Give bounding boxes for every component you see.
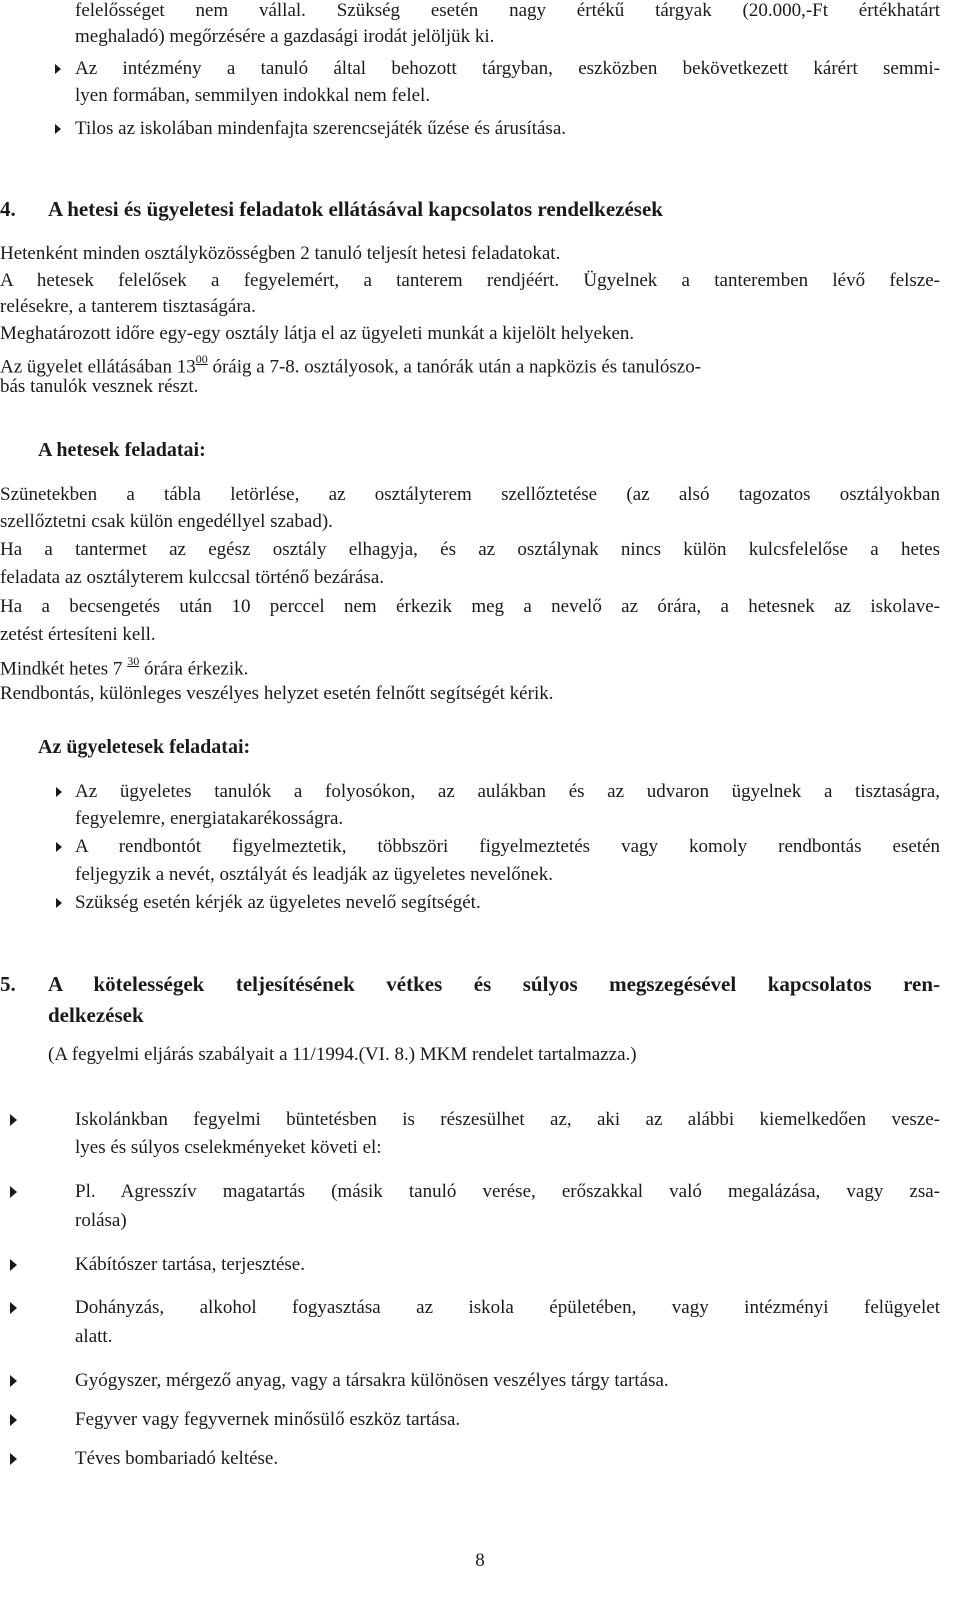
text-fragment: órára érkezik. — [139, 658, 249, 680]
bullet-arrow-icon — [10, 1453, 17, 1465]
list-item: Kábítószer tartása, terjesztése. — [75, 1254, 305, 1275]
superscript-time: 00 — [195, 352, 208, 366]
paragraph-line: zetést értesíteni kell. — [0, 624, 156, 645]
paragraph-line: Ha a becsengetés után 10 perccel nem érkezik meg a nevelő az órára, a hetesnek az iskolave- — [0, 596, 940, 617]
paragraph-line: meghaladó) megőrzésére a gazdasági irodát jelöljük ki. — [75, 26, 495, 47]
paragraph-line: A hetesek felelősek a fegyelemért, a tanterem rendjéért. Ügyelnek a tanteremben lévő felsze- — [0, 270, 940, 291]
list-item: Az intézmény a tanuló által behozott tárgyban, eszközben bekövetkezett kárért semmi- — [75, 58, 940, 79]
bullet-arrow-icon — [10, 1302, 17, 1314]
list-item: Pl. Agresszív magatartás (másik tanuló verése, erőszakkal való megalázása, vagy zsa- — [75, 1181, 940, 1202]
paragraph-line: feladata az osztályterem kulccsal történő bezárása. — [0, 567, 385, 588]
text-fragment: óráig a 7-8. osztályosok, a tanórák után a napközis és tanulószo- — [207, 356, 702, 378]
paragraph-line: Meghatározott időre egy-egy osztály látja el az ügyeleti munkát a kijelölt helyeken. — [0, 323, 635, 344]
list-item-continuation: fegyelemre, energiatakarékosságra. — [75, 808, 344, 829]
text-fragment: Mindkét hetes 7 — [0, 658, 128, 680]
bullet-arrow-icon — [56, 898, 62, 908]
paragraph-line: szellőztetni csak külön engedéllyel szabad). — [0, 511, 333, 532]
section-title: A hetesi és ügyeletesi feladatok ellátásával kapcsolatos rendelkezések — [48, 197, 663, 221]
list-item-continuation: lyen formában, semmilyen indokkal nem felel. — [75, 85, 431, 106]
list-item: Az ügyeletes tanulók a folyosókon, az aulákban és az udvaron ügyelnek a tisztaságra, — [75, 781, 940, 802]
bullet-arrow-icon — [56, 787, 62, 797]
subsection-heading: Az ügyeletesek feladatai: — [38, 736, 251, 758]
legal-note: (A fegyelmi eljárás szabályait a 11/1994.(VI. 8.) MKM rendelet tartalmazza.) — [48, 1044, 637, 1065]
paragraph-line: Hetenként minden osztályközösségben 2 tanuló teljesít hetesi feladatokat. — [0, 243, 561, 264]
bullet-arrow-icon — [10, 1259, 17, 1271]
section-title-continuation: delkezések — [48, 1003, 144, 1027]
paragraph-line: bás tanulók vesznek részt. — [0, 376, 199, 397]
paragraph-line — [0, 650, 248, 682]
bullet-arrow-icon — [10, 1186, 17, 1198]
section-title: A kötelességek teljesítésének vétkes és súlyos megszegésével kapcsolatos ren- — [48, 972, 940, 996]
bullet-arrow-icon — [10, 1414, 17, 1426]
list-item-continuation: rolása) — [75, 1210, 127, 1231]
bullet-arrow-icon — [10, 1114, 17, 1126]
list-item-continuation: lyes és súlyos cselekményeket követi el: — [75, 1137, 382, 1158]
list-item: Iskolánkban fegyelmi büntetésben is részesülhet az, aki az alábbi kiemelkedően vesze- — [75, 1109, 940, 1130]
page-number: 8 — [475, 1550, 485, 1571]
section-number: 5. — [0, 972, 16, 996]
bullet-arrow-icon — [56, 842, 62, 852]
list-item: Fegyver vagy fegyvernek minősülő eszköz tartása. — [75, 1409, 461, 1430]
paragraph-line: Rendbontás, különleges veszélyes helyzet esetén felnőtt segítségét kérik. — [0, 683, 554, 704]
list-item: A rendbontót figyelmeztetik, többszöri figyelmeztetés vagy komoly rendbontás esetén — [75, 836, 940, 857]
bullet-arrow-icon — [55, 124, 61, 134]
paragraph-line: relésekre, a tanterem tisztaságára. — [0, 296, 256, 317]
text-fragment: Az ügyelet ellátásában 13 — [0, 356, 196, 378]
list-item: Szükség esetén kérjék az ügyeletes nevelő segítségét. — [75, 892, 481, 913]
list-item: Gyógyszer, mérgező anyag, vagy a társakra különösen veszélyes tárgy tartása. — [75, 1370, 669, 1391]
list-item-continuation: alatt. — [75, 1326, 113, 1347]
paragraph-line: felelősséget nem vállal. Szükség esetén nagy értékű tárgyak (20.000,-Ft értékhatárt — [75, 0, 940, 21]
subsection-heading: A hetesek feladatai: — [38, 439, 206, 461]
bullet-arrow-icon — [55, 64, 61, 74]
bullet-arrow-icon — [10, 1375, 17, 1387]
list-item-continuation: feljegyzik a nevét, osztályát és leadják az ügyeletes nevelőnek. — [75, 864, 553, 885]
list-item: Tilos az iskolában mindenfajta szerencsejáték űzése és árusítása. — [75, 118, 567, 139]
superscript-time: 30 — [127, 654, 140, 668]
section-number: 4. — [0, 197, 16, 221]
paragraph-line: Ha a tantermet az egész osztály elhagyja, és az osztálynak nincs külön kulcsfelelőse a hetes — [0, 539, 940, 560]
list-item: Dohányzás, alkohol fogyasztása az iskola épületében, vagy intézményi felügyelet — [75, 1297, 940, 1318]
paragraph-line: Szünetekben a tábla letörlése, az osztályterem szellőztetése (az alsó tagozatos osztályokban — [0, 484, 940, 505]
list-item: Téves bombariadó keltése. — [75, 1448, 279, 1469]
